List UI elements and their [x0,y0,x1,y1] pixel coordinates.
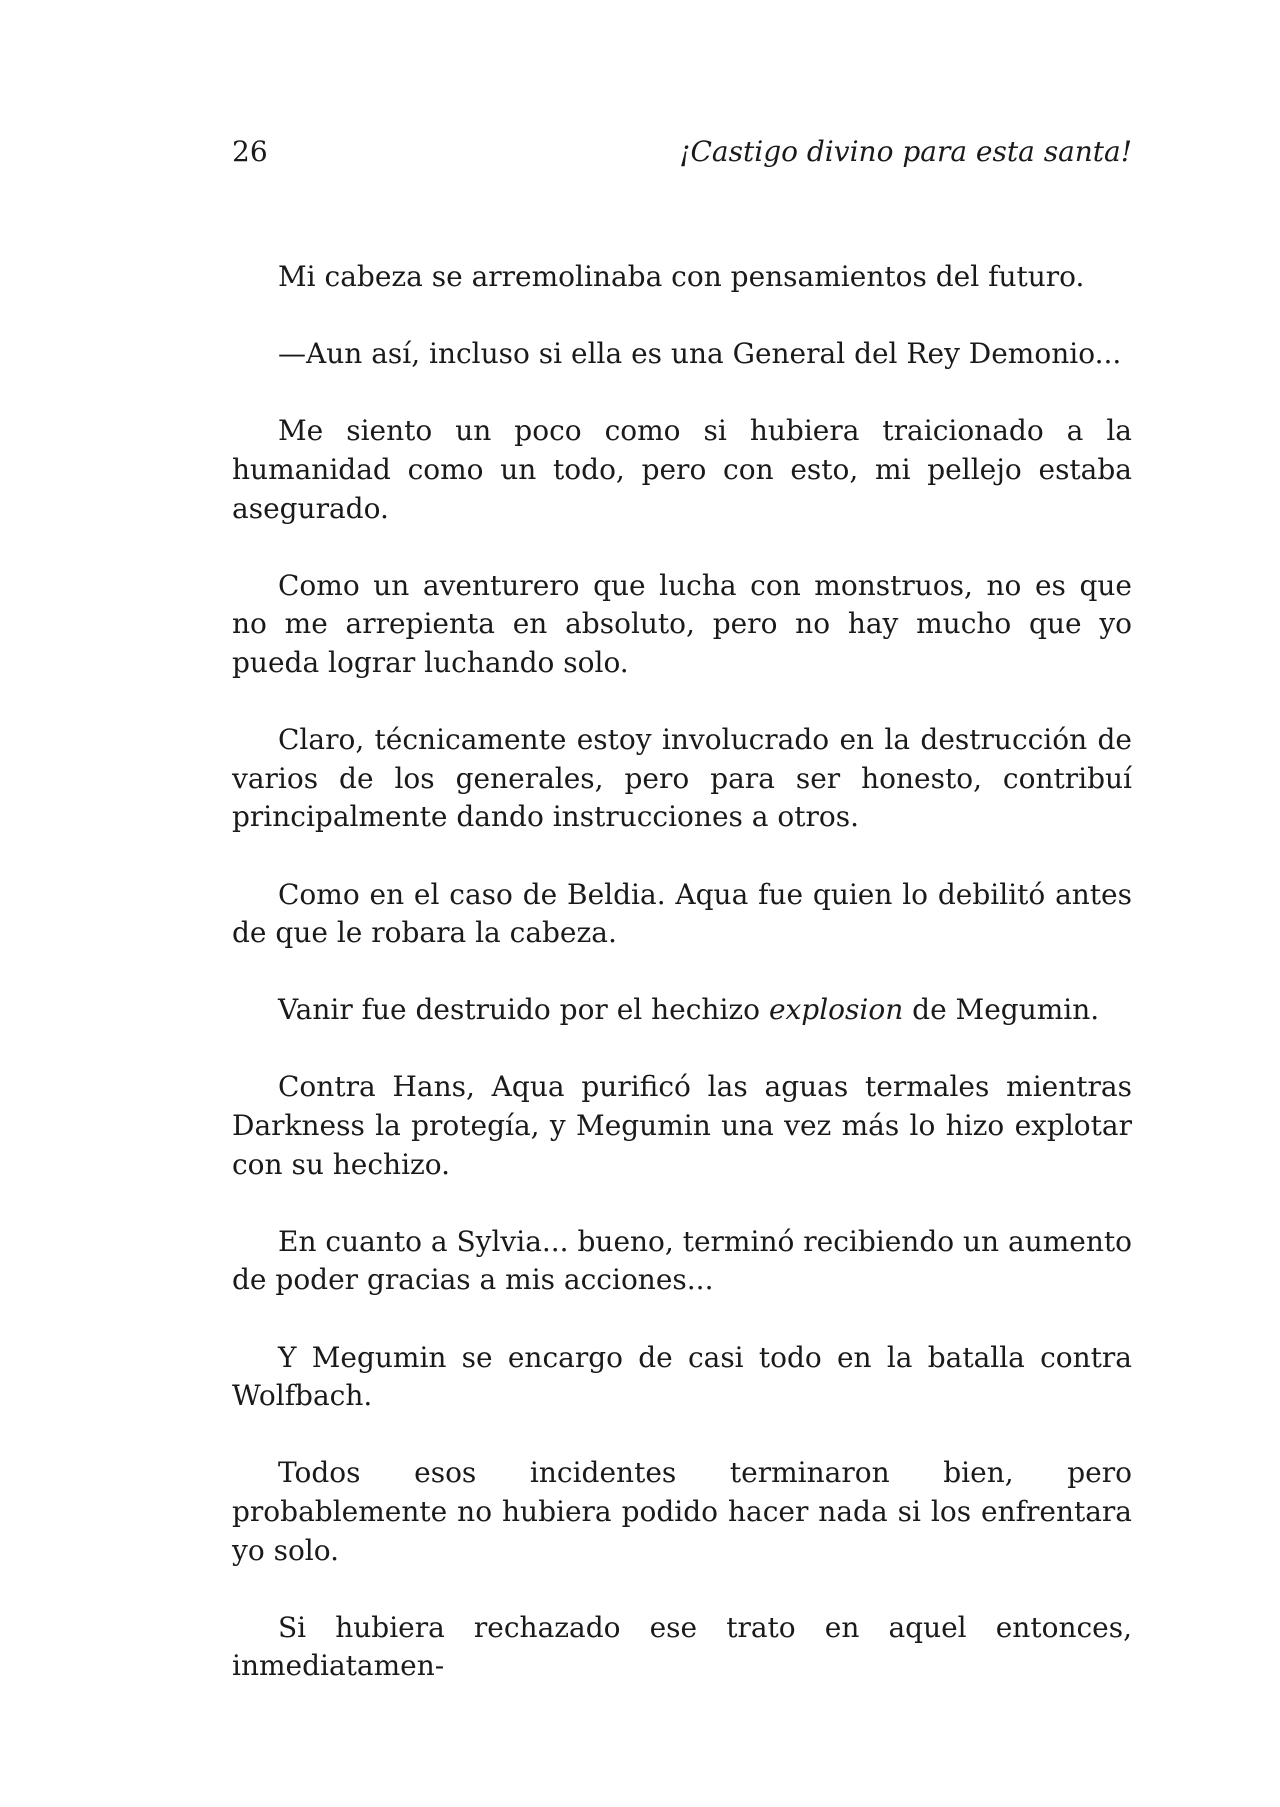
paragraph-text: de Megumin. [903,993,1100,1027]
paragraph: Todos esos incidentes terminaron bien, pero probablemente no hubiera podido hacer nada si los enfrentara yo solo. [232,1456,1132,1567]
running-title: ¡Castigo divino para esta santa! [679,135,1132,168]
paragraph: Si hubiera rechazado ese trato en aquel entonces, inmediatamen- [232,1610,1132,1683]
paragraph: —Aun así, incluso si ella es una General del Rey Demonio... [278,337,1122,371]
page-header [232,132,1132,172]
body-text [232,258,1132,1725]
page-number: 26 [232,135,268,168]
paragraph: Contra Hans, Aqua purificó las aguas termales mientras Darkness la protegía, y Megumin una vez más lo hizo explotar con su hechizo. [232,1070,1132,1181]
paragraph: En cuanto a Sylvia... bueno, terminó recibiendo un aumento de poder gracias a mis acciones... [232,1224,1132,1297]
paragraph: Claro, técnicamente estoy involucrado en la destrucción de varios de los generales, pero para ser honesto, contribuí principalmente dando instrucciones a otros. [232,723,1132,834]
paragraph: Como un aventurero que lucha con monstruos, no es que no me arrepienta en absoluto, pero no hay mucho que yo pueda lograr luchando solo. [232,568,1132,679]
paragraph: Mi cabeza se arremolinaba con pensamientos del futuro. [278,260,1085,293]
paragraph [232,991,1132,1030]
paragraph-text: Vanir fue destruido por el hechizo [278,993,769,1027]
paragraph: Y Megumin se encargo de casi todo en la batalla contra Wolfbach. [232,1340,1132,1413]
emphasized-word: explosion [768,993,904,1027]
paragraph: Como en el caso de Beldia. Aqua fue quien lo debilitó antes de que le robara la cabeza. [232,877,1132,950]
paragraph: Me siento un poco como si hubiera traicionado a la humanidad como un todo, pero con esto, mi pellejo estaba asegurado. [232,414,1132,525]
